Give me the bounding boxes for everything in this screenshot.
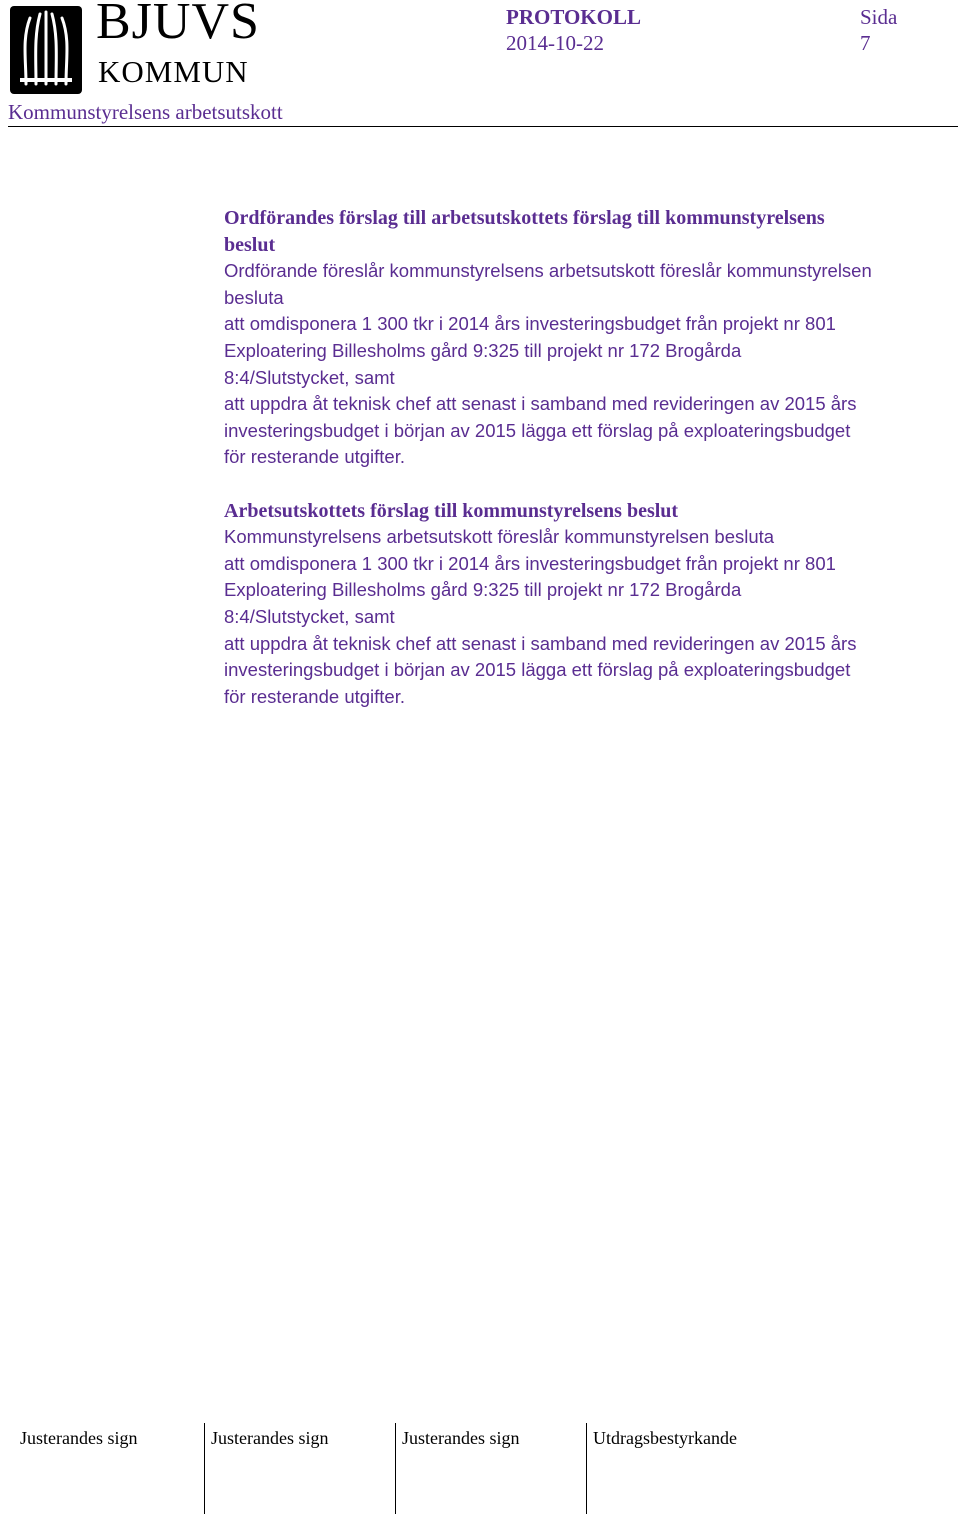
signature-label-4: Utdragsbestyrkande — [593, 1428, 737, 1448]
section1-heading-line1: Ordförandes förslag till arbetsutskottets förslag till kommunstyrelsens — [224, 207, 825, 229]
section1-intro-line2: besluta — [224, 286, 284, 308]
document-body — [224, 205, 944, 710]
signature-footer — [0, 1423, 960, 1514]
section1-p2-line1: att uppdra åt teknisk chef att senast i samband med revideringen av 2015 års — [224, 393, 857, 415]
section2-p2-line1: att uppdra åt teknisk chef att senast i samband med revideringen av 2015 års — [224, 632, 857, 654]
section1-p1-line2: Exploatering Billesholms gård 9:325 till projekt nr 172 Brogårda — [224, 339, 742, 361]
section1-intro-line1: Ordförande föreslår kommunstyrelsens arbetsutskott föreslår kommunstyrelsen — [224, 260, 872, 282]
page-label: Sida — [860, 5, 898, 29]
header-divider — [8, 126, 958, 127]
meeting-date: 2014-10-22 — [506, 31, 604, 55]
section2-p1-line1: att omdisponera 1 300 tkr i 2014 års investeringsbudget från projekt nr 801 — [224, 552, 836, 574]
logo-word-kommun: KOMMUN — [98, 54, 249, 89]
signature-divider-3 — [586, 1423, 587, 1514]
municipal-emblem-icon — [8, 4, 84, 96]
organisation-name: Kommunstyrelsens arbetsutskott — [8, 100, 283, 124]
paragraph-gap — [224, 471, 944, 498]
bjuvs-kommun-logo — [8, 0, 260, 96]
section2-p2-line2: investeringsbudget i början av 2015 lägga ett förslag på exploateringsbudget — [224, 659, 851, 681]
signature-divider-2 — [395, 1423, 396, 1514]
section2-heading: Arbetsutskottets förslag till kommunstyrelsens beslut — [224, 499, 679, 522]
signature-label-1: Justerandes sign — [20, 1428, 138, 1448]
section2-p1-line2: Exploatering Billesholms gård 9:325 till projekt nr 172 Brogårda — [224, 579, 742, 601]
section1-p1-line3: 8:4/Slutstycket, samt — [224, 366, 395, 388]
section2-p2-line3: för resterande utgifter. — [224, 685, 405, 707]
section1-heading-line2: beslut — [224, 233, 276, 256]
signature-label-2: Justerandes sign — [211, 1428, 329, 1448]
section1-p2-line2: investeringsbudget i början av 2015 lägga ett förslag på exploateringsbudget — [224, 419, 851, 441]
signature-label-3: Justerandes sign — [402, 1428, 520, 1448]
logo-word-bjuvs: BJUVS — [96, 0, 260, 50]
signature-divider-1 — [204, 1423, 205, 1514]
document-type: PROTOKOLL — [506, 5, 641, 29]
section1-p2-line3: för resterande utgifter. — [224, 446, 405, 468]
section2-p1-line3: 8:4/Slutstycket, samt — [224, 605, 395, 627]
section2-intro: Kommunstyrelsens arbetsutskott föreslår kommunstyrelsen besluta — [224, 526, 775, 548]
section1-p1-line1: att omdisponera 1 300 tkr i 2014 års investeringsbudget från projekt nr 801 — [224, 313, 836, 335]
page-number: 7 — [860, 31, 871, 55]
